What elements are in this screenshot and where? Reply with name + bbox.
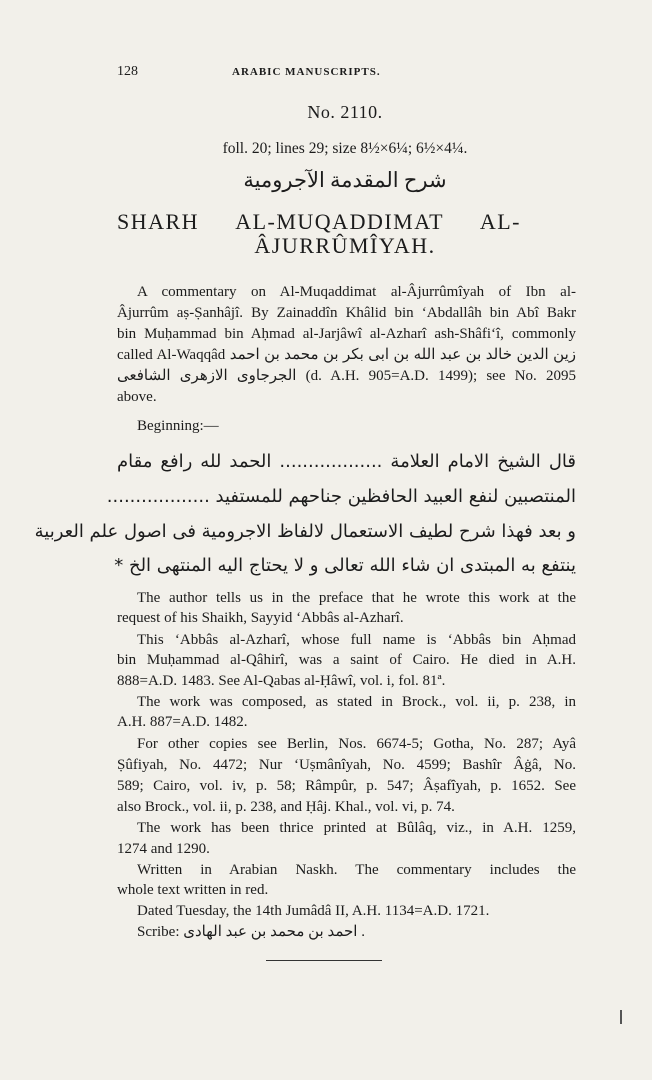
body-line: 589; Cairo, vol. iv, p. 58; Râmpûr, p. 547; Âṣafîyah, p. 1652. See xyxy=(117,778,576,794)
body-line: This ‘Abbâs al-Azharî, whose full name is ‘Abbâs bin Aḥmad xyxy=(137,632,576,648)
beginning-label: Beginning:— xyxy=(137,418,219,434)
body-line: The author tells us in the preface that he wrote this work at the xyxy=(137,590,576,606)
title-line-2: ÂJURRÛMÎYAH. xyxy=(254,233,436,258)
scan-mark xyxy=(620,1010,622,1024)
body-line: also Brock., vol. ii, p. 238, and Ḥâj. Khal., vol. vi, p. 74. xyxy=(117,799,455,815)
intro-line: Âjurrûm aṣ-Ṣanhâjî. By Zainaddîn Khâlid bin ‘Abdallâh bin Abî Bakr xyxy=(117,305,576,321)
body-line: 1274 and 1290. xyxy=(117,841,210,857)
body-line: Written in Arabian Naskh. The commentary includes the xyxy=(137,862,576,878)
arabic-title: شرح المقدمة الآجرومية xyxy=(243,168,447,192)
arabic-incipit-line: ينتفع به المبتدى ان شاء الله تعالى و لا يحتاج اليه المنتهى الخ * xyxy=(114,555,576,576)
body-line: bin Muḥammad al-Qâhirî, was a saint of Cairo. He died in A.H. xyxy=(117,652,576,668)
body-line: The work has been thrice printed at Bûlâq, viz., in A.H. 1259, xyxy=(137,820,576,836)
body-line: The work was composed, as stated in Brock., vol. ii, p. 238, in xyxy=(137,694,576,710)
intro-line: A commentary on Al-Muqaddimat al-Âjurrûmîyah of Ibn al- xyxy=(137,284,576,300)
section-divider xyxy=(266,960,382,961)
intro-line: الجرجاوى الازهرى الشافعى (d. A.H. 905=A.D. 1499); see No. 2095 xyxy=(117,368,577,384)
body-line: whole text written in red. xyxy=(117,882,269,898)
intro-line: above. xyxy=(117,389,157,405)
arabic-incipit-line: المنتصبين لنفع العبيد الحافظين جناحهم للمستفيد .................. xyxy=(106,486,576,507)
body-line: 888=A.D. 1483. See Al-Qabas al-Ḥâwî, vol. i, fol. 81ª. xyxy=(117,673,446,689)
page-number: 128 xyxy=(117,64,138,79)
intro-line: called Al-Waqqâd زين الدين خالد بن عبد الله بن ابى بكر بن محمد بن احمد xyxy=(117,347,577,363)
arabic-incipit-line: و بعد فهذا شرح لطيف الاستعمال لالفاظ الاجرومية فى اصول علم العربية xyxy=(34,521,576,542)
body-line: Dated Tuesday, the 14th Jumâdâ II, A.H. 1134=A.D. 1721. xyxy=(137,903,490,919)
body-line: request of his Shaikh, Sayyid ‘Abbâs al-Azharî. xyxy=(117,610,404,626)
body-line: Ṣûfiyah, No. 4472; Nur ‘Uṣmânîyah, No. 4599; Bashîr Âġâ, No. xyxy=(117,757,576,773)
manuscript-number: No. 2110. xyxy=(307,102,383,122)
collation-line: foll. 20; lines 29; size 8½×6¼; 6½×4¼. xyxy=(222,140,468,157)
body-line: A.H. 887=A.D. 1482. xyxy=(117,714,248,730)
intro-line: bin Muḥammad bin Aḥmad al-Jarjâwî al-Azharî ash-Shâfi‘î, commonly xyxy=(117,326,576,342)
running-head: ARABIC MANUSCRIPTS. xyxy=(232,66,381,78)
title-line-1: SHARH AL-MUQADDIMAT AL- xyxy=(117,209,521,234)
arabic-incipit-line: قال الشيخ الامام العلامة .................. الحمد لله رافع مقام xyxy=(117,451,576,472)
body-line: For other copies see Berlin, Nos. 6674-5; Gotha, No. 287; Ayâ xyxy=(137,736,576,752)
body-line: Scribe: احمد بن محمد بن عبد الهادى . xyxy=(137,924,365,940)
